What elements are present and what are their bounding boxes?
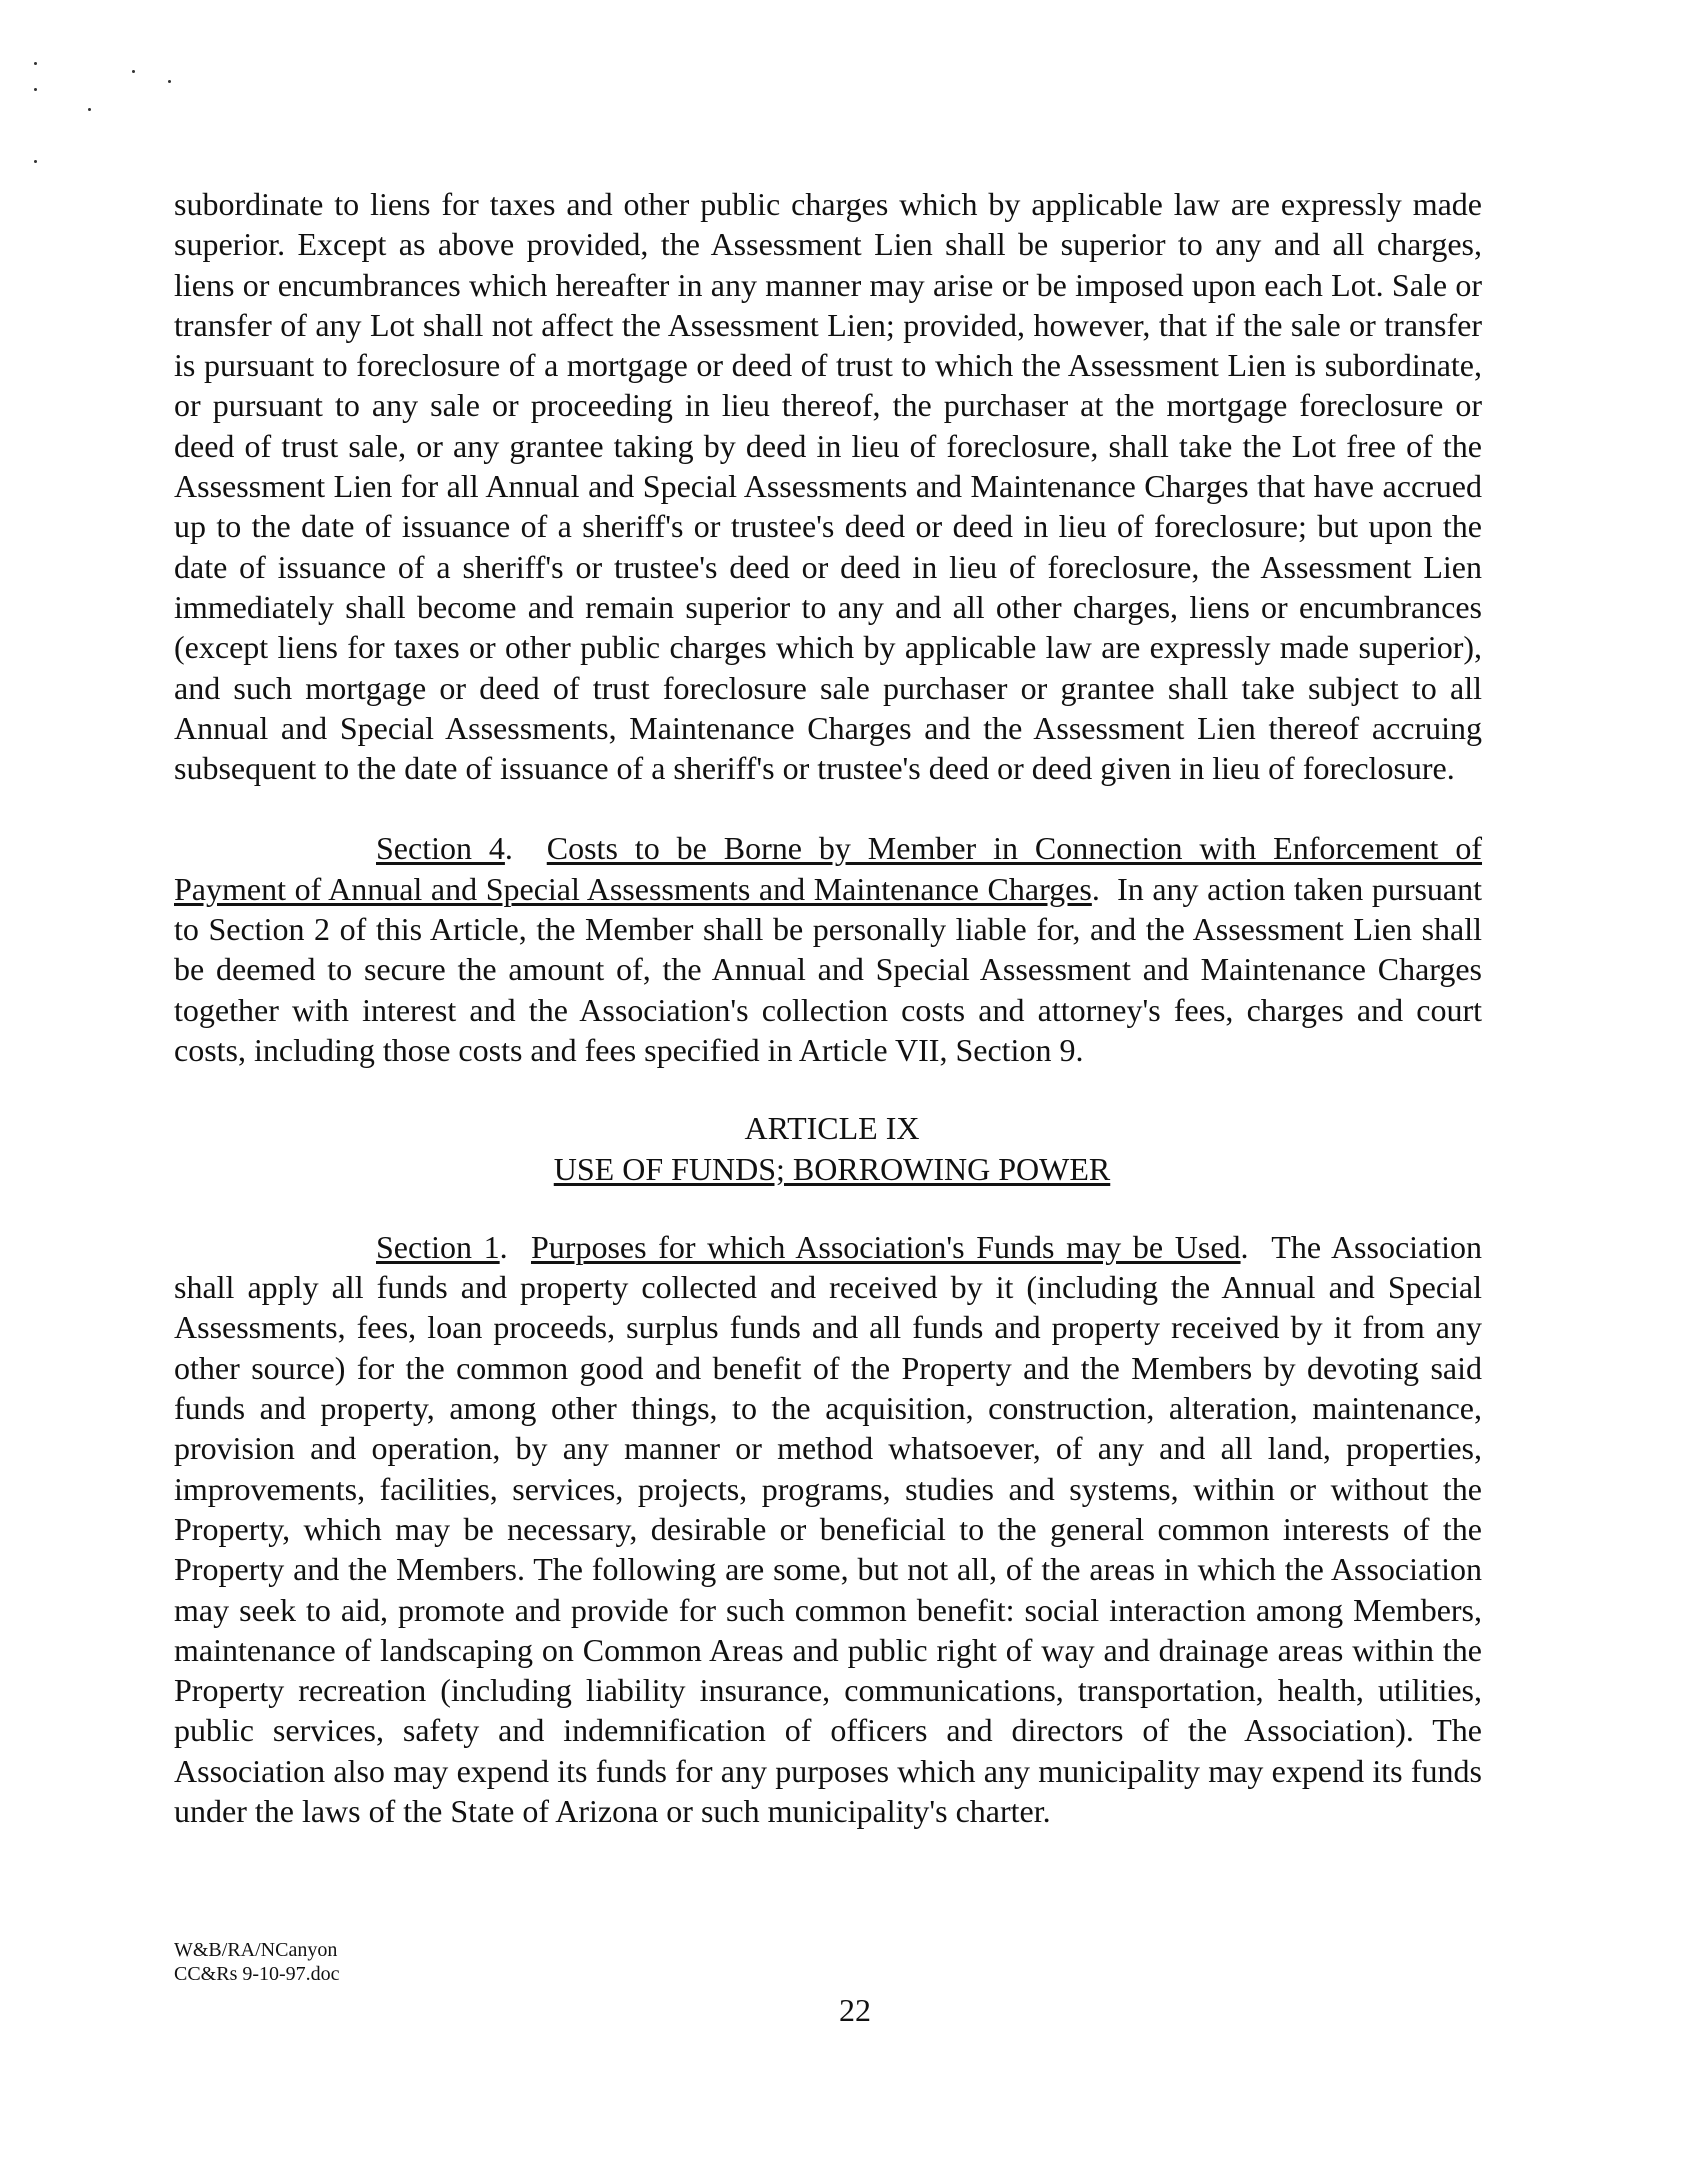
- scan-speck: [34, 62, 37, 65]
- page-number: 22: [839, 1992, 871, 2028]
- section-4-body: In any action taken pursuant to Section 2 of this Article, the Member shall be personally liable for, and the Assessment Lien shall be deemed to secure the amount of, the Annual and Special Assessment and Maintenance Charges together with interest and the Association's collection costs and attorney's fees, charges and court costs, including those costs and fees specified in Article VII, Section 9.: [174, 870, 1483, 1068]
- scan-speck: [132, 70, 135, 73]
- section-1-heading: Purposes for which Association's Funds may be Used: [530, 1228, 1241, 1265]
- scan-speck: [34, 160, 37, 163]
- section-1-body: The Association shall apply all funds and property collected and received by it (including the Annual and Special Assessments, fees, loan proceeds, surplus funds and all funds and property received by it from any other source) for the common good and benefit of the Property and the Members by devoting said funds and property, among other things, to the acquisition, construction, alteration, maintenance, provision and operation, by any manner or method whatsoever, of any and all land, properties, improvements, facilities, services, projects, programs, studies and systems, within or without the Property, which may be necessary, desirable or beneficial to the general common interests of the Property and the Members. The following are some, but not all, of the areas in which the Association may seek to aid, promote and provide for such common benefit: social interaction among Members, maintenance of landscaping on Common Areas and public right of way and drainage areas within the Property recreation (including liability insurance, communications, transportation, health, utilities, public services, safety and indemnification of officers and directors of the Association). The Association also may expend its funds for any purposes which any municipality may expend its funds under the laws of the State of Arizona or such municipality's charter.: [174, 1228, 1483, 1829]
- document-body: [174, 184, 1482, 1831]
- article-heading: [174, 1108, 1482, 1189]
- section-4-paragraph: Section 4. Costs to be Borne by Member in Connection with Enforcement of Payment of Annual and Special Assessments and Maintenance Charges. In any action taken pursuant to Section 2 of this Article, the Member shall be personally liable for, and the Assessment Lien shall be deemed to secure the amount of, the Annual and Special Assessment and Maintenance Charges together with interest and the Association's collection costs and attorney's fees, charges and court costs, including those costs and fees specified in Article VII, Section 9.: [174, 830, 1483, 1068]
- document-reference: [174, 1938, 340, 1986]
- document-reference-line-1: W&B/RA/NCanyon: [174, 1939, 338, 1961]
- article-title: USE OF FUNDS; BORROWING POWER: [553, 1150, 1111, 1187]
- scan-speck: [34, 88, 37, 91]
- scan-speck: [168, 80, 171, 83]
- paragraph-lien-subordination: subordinate to liens for taxes and other public charges which by applicable law are expressly made superior. Except as above provided, the Assessment Lien shall be superior to any and all charges, liens or encumbrances which hereafter in any manner may arise or be imposed upon each Lot. Sale or transfer of any Lot shall not affect the Assessment Lien; provided, however, that if the sale or transfer is pursuant to foreclosure of a mortgage or deed of trust to which the Assessment Lien is subordinate, or pursuant to any sale or proceeding in lieu thereof, the purchaser at the mortgage foreclosure or deed of trust sale, or any grantee taking by deed in lieu of foreclosure, shall take the Lot free of the Assessment Lien for all Annual and Special Assessments and Maintenance Charges that have accrued up to the date of issuance of a sheriff's or trustee's deed or deed in lieu of foreclosure; but upon the date of issuance of a sheriff's or trustee's deed or deed in lieu of foreclosure, the Assessment Lien immediately shall become and remain superior to any and all other charges, liens or encumbrances (except liens for taxes or other public charges which by applicable law are expressly made superior), and such mortgage or deed of trust foreclosure sale purchaser or grantee shall take subject to all Annual and Special Assessments, Maintenance Charges and the Assessment Lien thereof accruing subsequent to the date of issuance of a sheriff's or trustee's deed or deed given in lieu of foreclosure.: [174, 186, 1482, 787]
- article-number: ARTICLE IX: [744, 1110, 920, 1147]
- section-4-heading: Costs to be Borne by Member in Connection with Enforcement of Payment of Annual and Special Assessments and Maintenance Charges: [174, 830, 1483, 907]
- section-4-label: Section 4: [376, 830, 505, 867]
- document-reference-line-2: CC&Rs 9-10-97.doc: [174, 1963, 340, 1985]
- scan-speck: [88, 108, 91, 111]
- section-1-paragraph: Section 1. Purposes for which Association's Funds may be Used. The Association shall apply all funds and property collected and received by it (including the Annual and Special Assessments, fees, loan proceeds, surplus funds and all funds and property received by it from any other source) for the common good and benefit of the Property and the Members by devoting said funds and property, among other things, to the acquisition, construction, alteration, maintenance, provision and operation, by any manner or method whatsoever, of any and all land, properties, improvements, facilities, services, projects, programs, studies and systems, within or without the Property, which may be necessary, desirable or beneficial to the general common interests of the Property and the Members. The following are some, but not all, of the areas in which the Association may seek to aid, promote and provide for such common benefit: social interaction among Members, maintenance of landscaping on Common Areas and public right of way and drainage areas within the Property recreation (including liability insurance, communications, transportation, health, utilities, public services, safety and indemnification of officers and directors of the Association). The Association also may expend its funds for any purposes which any municipality may expend its funds under the laws of the State of Arizona or such municipality's charter.: [174, 1228, 1483, 1829]
- section-1-label: Section 1: [376, 1228, 500, 1265]
